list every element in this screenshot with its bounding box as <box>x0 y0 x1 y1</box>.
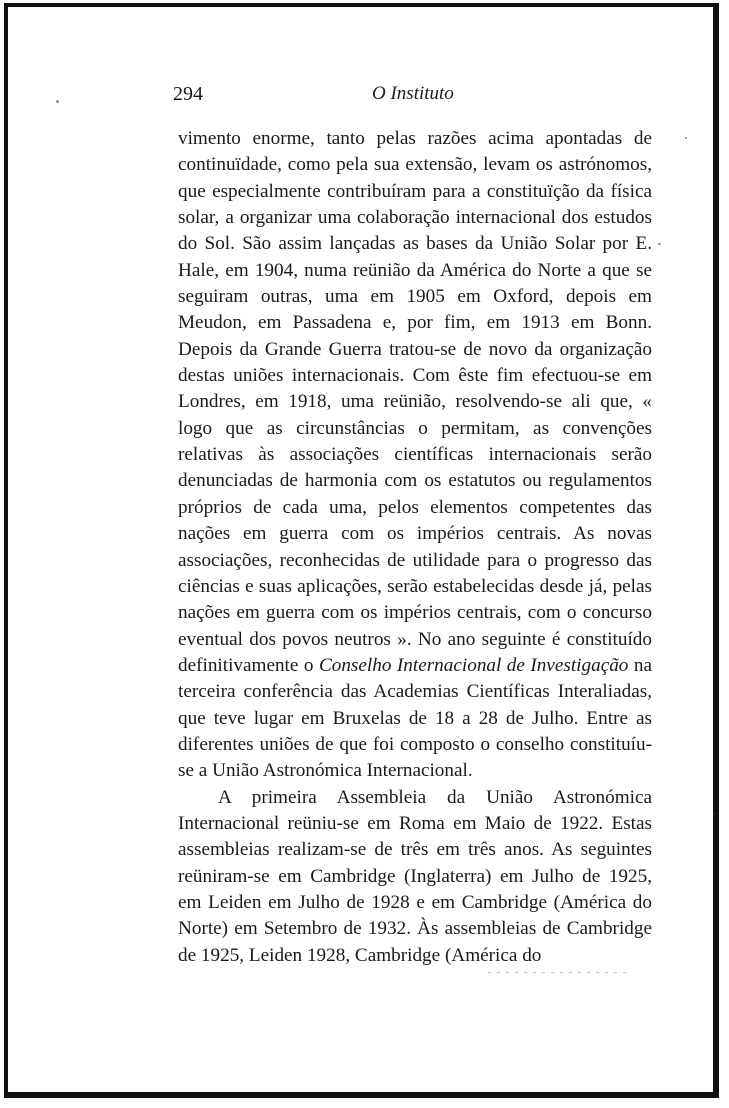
paragraph-1-text: vimento enorme, tanto pelas razões acima apontadas de continuïdade, como pela sua extensão, levam os astrónomos, que especialmente contribuíram para a constituïção da física solar, a organizar uma colaboração internacional dos estudos do Sol. São assim lançadas as bases da União Solar por E. Hale, em 1904, numa reünião da América do Norte a que se seguiram outras, uma em 1905 em Oxford, depois em Meudon, em Passadena e, por fim, em 1913 em Bonn. Depois da Grande Guerra tratou-se de novo da organização destas uniões internacionais. Com êste fim efectuou-se em Londres, em 1918, uma reünião, resolvendo-se ali que, « logo que as circunstâncias o permitam, as convenções relativas às associações científicas internacionais serão denunciadas de harmonia com os estatutos ou regulamentos próprios de cada uma, pelos elementos competentes das nações em guerra com os impérios centrais. As novas associações, reconhecidas de utilidade para o progresso das ciências e suas aplicações, serão estabelecidas desde já, pelas nações em guerra com os impérios centrais, com o concurso eventual dos povos neutros ». No ano seguinte é constituído definitivamente o <box>178 128 652 676</box>
scan-border <box>4 3 719 1098</box>
running-title: O Instituto <box>372 83 454 104</box>
scan-speck <box>713 812 715 815</box>
paragraph-1-text-end: na terceira conferência das Academias Científicas Interaliadas, que teve lugar em Bruxelas de 18 a 28 de Julho. Entre as diferentes uniões de que foi composto o conselho constituíu-se a União Astronómica Internacional. <box>178 654 652 782</box>
book-page <box>8 7 713 1092</box>
council-name-italic: Conselho Internacional de Investigação <box>318 654 629 676</box>
scan-speck <box>56 100 59 103</box>
scan-speck <box>685 137 687 139</box>
scan-artifact-line <box>488 972 628 973</box>
paragraph-1 <box>178 126 652 785</box>
body-text <box>178 126 652 969</box>
page-number: 294 <box>173 83 203 105</box>
paragraph-2: A primeira Assembleia da União Astronómica Internacional reüniu-se em Roma em Maio de 1922. Estas assembleias realizam-se de três em três anos. As seguintes reüniram-se em Cambridge (Inglaterra) em Julho de 1925, em Leiden em Julho de 1928 e em Cambridge (América do Norte) em Setembro de 1932. Às assembleias de Cambridge de 1925, Leiden 1928, Cambridge (América do <box>178 786 652 966</box>
scan-speck <box>658 243 661 245</box>
